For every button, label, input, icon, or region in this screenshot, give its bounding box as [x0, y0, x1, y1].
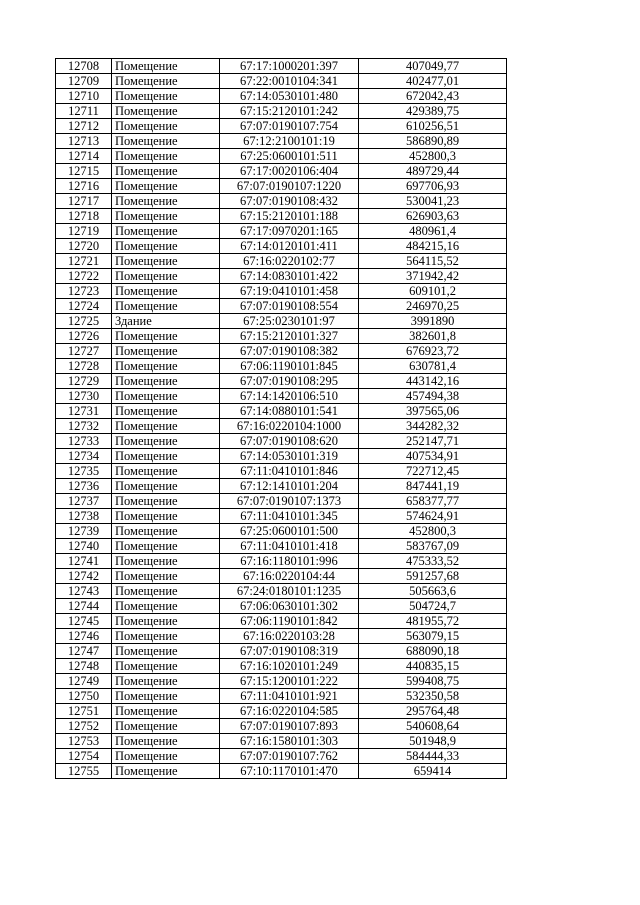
cadastral-number-cell: 67:16:1020101:249 [220, 659, 359, 674]
row-number-cell: 12727 [56, 344, 112, 359]
table-row [56, 134, 507, 149]
cadastral-value-cell: 626903,63 [359, 209, 507, 224]
object-type-cell: Помещение [112, 224, 220, 239]
table-row [56, 359, 507, 374]
object-type-cell: Помещение [112, 719, 220, 734]
object-type-cell: Помещение [112, 569, 220, 584]
table-row [56, 104, 507, 119]
row-number-cell: 12714 [56, 149, 112, 164]
cadastral-number-cell: 67:25:0600101:500 [220, 524, 359, 539]
cadastral-value-cell: 609101,2 [359, 284, 507, 299]
cadastral-value-cell: 584444,33 [359, 749, 507, 764]
row-number-cell: 12729 [56, 374, 112, 389]
row-number-cell: 12719 [56, 224, 112, 239]
row-number-cell: 12735 [56, 464, 112, 479]
cadastral-value-cell: 563079,15 [359, 629, 507, 644]
cadastral-value-cell: 429389,75 [359, 104, 507, 119]
cadastral-value-cell: 457494,38 [359, 389, 507, 404]
cadastral-number-cell: 67:06:1190101:842 [220, 614, 359, 629]
row-number-cell: 12723 [56, 284, 112, 299]
cadastral-number-cell: 67:07:0190107:893 [220, 719, 359, 734]
cadastral-value-cell: 402477,01 [359, 74, 507, 89]
object-type-cell: Помещение [112, 74, 220, 89]
object-type-cell: Помещение [112, 494, 220, 509]
row-number-cell: 12715 [56, 164, 112, 179]
cadastral-value-cell: 658377,77 [359, 494, 507, 509]
row-number-cell: 12746 [56, 629, 112, 644]
cadastral-number-cell: 67:12:1410101:204 [220, 479, 359, 494]
object-type-cell: Помещение [112, 404, 220, 419]
row-number-cell: 12717 [56, 194, 112, 209]
object-type-cell: Помещение [112, 524, 220, 539]
table-row [56, 479, 507, 494]
table-row [56, 644, 507, 659]
object-type-cell: Помещение [112, 704, 220, 719]
table-row [56, 239, 507, 254]
cadastral-value-cell: 505663,6 [359, 584, 507, 599]
cadastral-value-cell: 407534,91 [359, 449, 507, 464]
table-row [56, 674, 507, 689]
cadastral-value-cell: 452800,3 [359, 149, 507, 164]
cadastral-value-cell: 489729,44 [359, 164, 507, 179]
cadastral-value-table [55, 58, 507, 779]
object-type-cell: Помещение [112, 659, 220, 674]
row-number-cell: 12721 [56, 254, 112, 269]
cadastral-value-cell: 583767,09 [359, 539, 507, 554]
table-row [56, 284, 507, 299]
cadastral-number-cell: 67:07:0190108:295 [220, 374, 359, 389]
cadastral-number-cell: 67:07:0190108:432 [220, 194, 359, 209]
table-row [56, 719, 507, 734]
cadastral-number-cell: 67:25:0600101:511 [220, 149, 359, 164]
cadastral-value-cell: 344282,32 [359, 419, 507, 434]
object-type-cell: Помещение [112, 119, 220, 134]
object-type-cell: Помещение [112, 764, 220, 779]
cadastral-value-cell: 295764,48 [359, 704, 507, 719]
cadastral-value-cell: 659414 [359, 764, 507, 779]
object-type-cell: Помещение [112, 389, 220, 404]
table-row [56, 524, 507, 539]
row-number-cell: 12726 [56, 329, 112, 344]
cadastral-value-cell: 371942,42 [359, 269, 507, 284]
row-number-cell: 12753 [56, 734, 112, 749]
cadastral-number-cell: 67:07:0190107:754 [220, 119, 359, 134]
object-type-cell: Помещение [112, 674, 220, 689]
cadastral-number-cell: 67:07:0190107:1220 [220, 179, 359, 194]
cadastral-number-cell: 67:14:0880101:541 [220, 404, 359, 419]
cadastral-number-cell: 67:12:2100101:19 [220, 134, 359, 149]
object-type-cell: Помещение [112, 209, 220, 224]
row-number-cell: 12751 [56, 704, 112, 719]
row-number-cell: 12713 [56, 134, 112, 149]
cadastral-number-cell: 67:07:0190107:1373 [220, 494, 359, 509]
row-number-cell: 12747 [56, 644, 112, 659]
cadastral-number-cell: 67:14:0530101:319 [220, 449, 359, 464]
table-row [56, 59, 507, 74]
object-type-cell: Помещение [112, 89, 220, 104]
cadastral-number-cell: 67:25:0230101:97 [220, 314, 359, 329]
cadastral-number-cell: 67:07:0190108:319 [220, 644, 359, 659]
cadastral-value-cell: 443142,16 [359, 374, 507, 389]
cadastral-number-cell: 67:15:2120101:188 [220, 209, 359, 224]
cadastral-number-cell: 67:17:0970201:165 [220, 224, 359, 239]
cadastral-number-cell: 67:10:1170101:470 [220, 764, 359, 779]
table-row [56, 614, 507, 629]
cadastral-number-cell: 67:06:0630101:302 [220, 599, 359, 614]
row-number-cell: 12730 [56, 389, 112, 404]
table-row [56, 554, 507, 569]
table-row [56, 404, 507, 419]
table-row [56, 254, 507, 269]
object-type-cell: Здание [112, 314, 220, 329]
cadastral-value-cell: 440835,15 [359, 659, 507, 674]
cadastral-value-cell: 532350,58 [359, 689, 507, 704]
cadastral-number-cell: 67:07:0190107:762 [220, 749, 359, 764]
object-type-cell: Помещение [112, 284, 220, 299]
cadastral-number-cell: 67:11:0410101:345 [220, 509, 359, 524]
row-number-cell: 12734 [56, 449, 112, 464]
object-type-cell: Помещение [112, 254, 220, 269]
row-number-cell: 12733 [56, 434, 112, 449]
cadastral-value-cell: 481955,72 [359, 614, 507, 629]
cadastral-value-cell: 530041,23 [359, 194, 507, 209]
cadastral-value-cell: 847441,19 [359, 479, 507, 494]
cadastral-number-cell: 67:06:1190101:845 [220, 359, 359, 374]
table-row [56, 149, 507, 164]
cadastral-number-cell: 67:22:0010104:341 [220, 74, 359, 89]
cadastral-number-cell: 67:16:0220104:44 [220, 569, 359, 584]
table-row [56, 494, 507, 509]
cadastral-number-cell: 67:15:2120101:242 [220, 104, 359, 119]
table-row [56, 629, 507, 644]
table-row [56, 569, 507, 584]
table-row [56, 599, 507, 614]
table-row [56, 299, 507, 314]
row-number-cell: 12728 [56, 359, 112, 374]
row-number-cell: 12738 [56, 509, 112, 524]
cadastral-value-cell: 564115,52 [359, 254, 507, 269]
table-row [56, 539, 507, 554]
table-row [56, 164, 507, 179]
object-type-cell: Помещение [112, 299, 220, 314]
row-number-cell: 12718 [56, 209, 112, 224]
row-number-cell: 12740 [56, 539, 112, 554]
object-type-cell: Помещение [112, 434, 220, 449]
row-number-cell: 12755 [56, 764, 112, 779]
table-row [56, 749, 507, 764]
row-number-cell: 12724 [56, 299, 112, 314]
table-row [56, 389, 507, 404]
cadastral-value-cell: 586890,89 [359, 134, 507, 149]
cadastral-number-cell: 67:07:0190108:620 [220, 434, 359, 449]
cadastral-number-cell: 67:17:0020106:404 [220, 164, 359, 179]
cadastral-value-cell: 480961,4 [359, 224, 507, 239]
cadastral-value-cell: 504724,7 [359, 599, 507, 614]
object-type-cell: Помещение [112, 179, 220, 194]
cadastral-number-cell: 67:16:0220103:28 [220, 629, 359, 644]
row-number-cell: 12741 [56, 554, 112, 569]
row-number-cell: 12716 [56, 179, 112, 194]
row-number-cell: 12731 [56, 404, 112, 419]
table-row [56, 179, 507, 194]
object-type-cell: Помещение [112, 329, 220, 344]
table-row [56, 659, 507, 674]
table-row [56, 449, 507, 464]
table-row [56, 89, 507, 104]
row-number-cell: 12748 [56, 659, 112, 674]
object-type-cell: Помещение [112, 629, 220, 644]
object-type-cell: Помещение [112, 134, 220, 149]
cadastral-value-cell: 382601,8 [359, 329, 507, 344]
cadastral-value-cell: 246970,25 [359, 299, 507, 314]
cadastral-value-cell: 3991890 [359, 314, 507, 329]
cadastral-value-cell: 599408,75 [359, 674, 507, 689]
table-row [56, 74, 507, 89]
cadastral-value-cell: 630781,4 [359, 359, 507, 374]
cadastral-value-cell: 252147,71 [359, 434, 507, 449]
object-type-cell: Помещение [112, 614, 220, 629]
cadastral-number-cell: 67:07:0190108:382 [220, 344, 359, 359]
cadastral-number-cell: 67:07:0190108:554 [220, 299, 359, 314]
object-type-cell: Помещение [112, 344, 220, 359]
cadastral-value-cell: 501948,9 [359, 734, 507, 749]
row-number-cell: 12739 [56, 524, 112, 539]
object-type-cell: Помещение [112, 479, 220, 494]
object-type-cell: Помещение [112, 194, 220, 209]
table-row [56, 464, 507, 479]
cadastral-value-cell: 688090,18 [359, 644, 507, 659]
cadastral-number-cell: 67:11:0410101:846 [220, 464, 359, 479]
object-type-cell: Помещение [112, 374, 220, 389]
table-row [56, 704, 507, 719]
cadastral-value-cell: 672042,43 [359, 89, 507, 104]
row-number-cell: 12742 [56, 569, 112, 584]
object-type-cell: Помещение [112, 584, 220, 599]
cadastral-number-cell: 67:16:0220104:585 [220, 704, 359, 719]
table-row [56, 584, 507, 599]
cadastral-value-cell: 697706,93 [359, 179, 507, 194]
object-type-cell: Помещение [112, 464, 220, 479]
row-number-cell: 12720 [56, 239, 112, 254]
cadastral-value-cell: 676923,72 [359, 344, 507, 359]
cadastral-number-cell: 67:16:0220102:77 [220, 254, 359, 269]
cadastral-value-cell: 475333,52 [359, 554, 507, 569]
table-row [56, 329, 507, 344]
row-number-cell: 12736 [56, 479, 112, 494]
cadastral-value-cell: 407049,77 [359, 59, 507, 74]
object-type-cell: Помещение [112, 734, 220, 749]
cadastral-value-cell: 452800,3 [359, 524, 507, 539]
row-number-cell: 12743 [56, 584, 112, 599]
cadastral-number-cell: 67:16:1180101:996 [220, 554, 359, 569]
object-type-cell: Помещение [112, 539, 220, 554]
table-row [56, 314, 507, 329]
cadastral-value-cell: 540608,64 [359, 719, 507, 734]
table-row [56, 734, 507, 749]
object-type-cell: Помещение [112, 554, 220, 569]
row-number-cell: 12710 [56, 89, 112, 104]
row-number-cell: 12752 [56, 719, 112, 734]
cadastral-value-cell: 591257,68 [359, 569, 507, 584]
row-number-cell: 12711 [56, 104, 112, 119]
cadastral-number-cell: 67:14:0830101:422 [220, 269, 359, 284]
table-row [56, 209, 507, 224]
object-type-cell: Помещение [112, 449, 220, 464]
object-type-cell: Помещение [112, 104, 220, 119]
object-type-cell: Помещение [112, 164, 220, 179]
cadastral-number-cell: 67:14:0120101:411 [220, 239, 359, 254]
object-type-cell: Помещение [112, 359, 220, 374]
cadastral-number-cell: 67:11:0410101:418 [220, 539, 359, 554]
table-row [56, 194, 507, 209]
table-row [56, 419, 507, 434]
row-number-cell: 12749 [56, 674, 112, 689]
table-row [56, 374, 507, 389]
object-type-cell: Помещение [112, 689, 220, 704]
cadastral-number-cell: 67:15:2120101:327 [220, 329, 359, 344]
object-type-cell: Помещение [112, 239, 220, 254]
cadastral-number-cell: 67:11:0410101:921 [220, 689, 359, 704]
cadastral-number-cell: 67:17:1000201:397 [220, 59, 359, 74]
cadastral-value-cell: 484215,16 [359, 239, 507, 254]
cadastral-number-cell: 67:16:1580101:303 [220, 734, 359, 749]
cadastral-value-cell: 397565,06 [359, 404, 507, 419]
table-row [56, 269, 507, 284]
row-number-cell: 12712 [56, 119, 112, 134]
object-type-cell: Помещение [112, 749, 220, 764]
cadastral-number-cell: 67:14:1420106:510 [220, 389, 359, 404]
object-type-cell: Помещение [112, 599, 220, 614]
row-number-cell: 12725 [56, 314, 112, 329]
object-type-cell: Помещение [112, 644, 220, 659]
cadastral-number-cell: 67:15:1200101:222 [220, 674, 359, 689]
cadastral-value-cell: 722712,45 [359, 464, 507, 479]
table-row [56, 119, 507, 134]
table-row [56, 344, 507, 359]
table-row [56, 434, 507, 449]
row-number-cell: 12722 [56, 269, 112, 284]
row-number-cell: 12754 [56, 749, 112, 764]
table-row [56, 689, 507, 704]
row-number-cell: 12745 [56, 614, 112, 629]
object-type-cell: Помещение [112, 509, 220, 524]
cadastral-value-cell: 610256,51 [359, 119, 507, 134]
row-number-cell: 12737 [56, 494, 112, 509]
row-number-cell: 12750 [56, 689, 112, 704]
cadastral-number-cell: 67:14:0530101:480 [220, 89, 359, 104]
object-type-cell: Помещение [112, 269, 220, 284]
row-number-cell: 12708 [56, 59, 112, 74]
object-type-cell: Помещение [112, 59, 220, 74]
table-body [56, 59, 507, 779]
row-number-cell: 12709 [56, 74, 112, 89]
table-row [56, 764, 507, 779]
cadastral-number-cell: 67:16:0220104:1000 [220, 419, 359, 434]
row-number-cell: 12732 [56, 419, 112, 434]
cadastral-number-cell: 67:19:0410101:458 [220, 284, 359, 299]
row-number-cell: 12744 [56, 599, 112, 614]
table-row [56, 509, 507, 524]
cadastral-number-cell: 67:24:0180101:1235 [220, 584, 359, 599]
table-row [56, 224, 507, 239]
object-type-cell: Помещение [112, 419, 220, 434]
cadastral-value-cell: 574624,91 [359, 509, 507, 524]
object-type-cell: Помещение [112, 149, 220, 164]
